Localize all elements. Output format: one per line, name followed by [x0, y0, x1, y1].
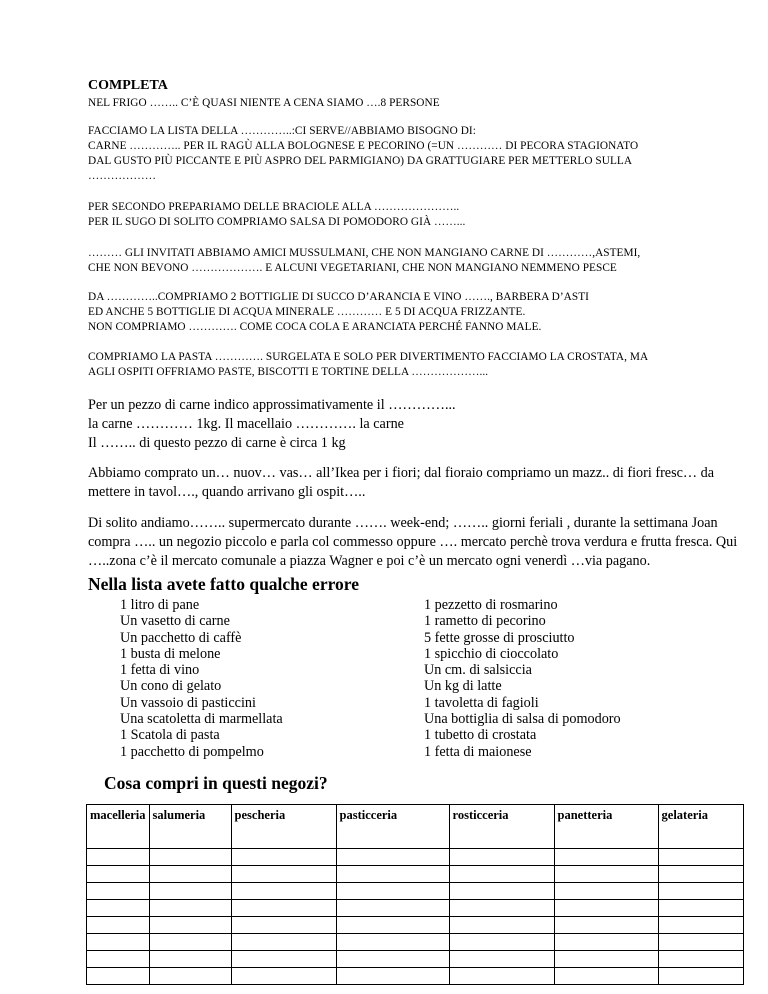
table-row: [87, 968, 744, 985]
exercise-block-4: [88, 246, 758, 276]
answer-cell[interactable]: [658, 866, 743, 883]
answer-cell[interactable]: [231, 968, 336, 985]
answer-cell[interactable]: [149, 900, 231, 917]
answer-cell[interactable]: [149, 917, 231, 934]
answer-cell[interactable]: [336, 917, 449, 934]
exercise-line: PER SECONDO PREPARIAMO DELLE BRACIOLE ALLA …………………..: [88, 201, 460, 213]
errors-heading: Nella lista avete fatto qualche errore: [88, 574, 360, 594]
shops-table: [86, 804, 744, 985]
list-item: 1 spicchio di cioccolato: [424, 645, 559, 662]
answer-cell[interactable]: [336, 968, 449, 985]
exercise-line: CHE NON BEVONO ………………. E ALCUNI VEGETARIANI, CHE NON MANGIANO NEMMENO PESCE: [88, 262, 617, 274]
answer-cell[interactable]: [554, 951, 658, 968]
answer-cell[interactable]: [449, 866, 554, 883]
answer-cell[interactable]: [149, 849, 231, 866]
paragraph-line: mettere in tavol…., quando arrivano gli ospit…..: [88, 484, 366, 500]
list-item: 1 tubetto di crostata: [424, 727, 537, 744]
exercise-block-3: [88, 200, 758, 230]
answer-cell[interactable]: [554, 849, 658, 866]
answer-cell[interactable]: [231, 934, 336, 951]
list-item: 1 fetta di vino: [120, 662, 200, 679]
list-item: 1 fetta di maionese: [424, 743, 532, 760]
answer-cell[interactable]: [87, 934, 150, 951]
list-item: Un vasetto di carne: [120, 613, 230, 630]
paragraph-line: Per un pezzo di carne indico approssimativamente il …………...: [88, 397, 456, 413]
answer-cell[interactable]: [658, 951, 743, 968]
table-row: [87, 900, 744, 917]
exercise-line: CARNE ………….. PER IL RAGÙ ALLA BOLOGNESE E PECORINO (=UN ………… DI PECORA STAGIONATO: [88, 140, 639, 152]
column-header: macelleria: [87, 805, 150, 849]
answer-cell[interactable]: [231, 917, 336, 934]
table-row: [87, 951, 744, 968]
exercise-block-2: [88, 124, 758, 184]
answer-cell[interactable]: [231, 866, 336, 883]
exercise-block-6: [88, 350, 758, 380]
list-item: Un kg di latte: [424, 678, 502, 695]
answer-cell[interactable]: [449, 934, 554, 951]
list-item: 1 busta di melone: [120, 645, 221, 662]
exercise-block-1: [88, 96, 758, 111]
paragraph-line: Di solito andiamo…….. supermercato durante ……. week-end; …….. giorni feriali , durante la settimana Joan: [88, 515, 718, 531]
answer-cell[interactable]: [449, 951, 554, 968]
list-item: Un pacchetto di caffè: [120, 629, 242, 646]
list-item: 1 litro di pane: [120, 597, 200, 613]
exercise-line: DA …………..COMPRIAMO 2 BOTTIGLIE DI SUCCO D’ARANCIA E VINO ……., BARBERA D’ASTI: [88, 291, 589, 303]
list-item: 1 Scatola di pasta: [120, 727, 220, 744]
market-paragraph: [88, 514, 758, 571]
paragraph-line: la carne ………… 1kg. Il macellaio …………. la carne: [88, 416, 404, 432]
exercise-line: ED ANCHE 5 BOTTIGLIE DI ACQUA MINERALE ………… E 5 DI ACQUA FRIZZANTE.: [88, 306, 526, 318]
answer-cell[interactable]: [658, 917, 743, 934]
shops-heading: Cosa compri in questi negozi?: [104, 773, 328, 793]
answer-cell[interactable]: [149, 866, 231, 883]
table-row: [87, 866, 744, 883]
answer-cell[interactable]: [231, 883, 336, 900]
answer-cell[interactable]: [231, 951, 336, 968]
exercise-line: DAL GUSTO PIÙ PICCANTE E PIÙ ASPRO DEL PARMIGIANO) DA GRATTUGIARE PER METTERLO SULLA: [88, 155, 633, 167]
answer-cell[interactable]: [87, 951, 150, 968]
shopping-list-left: [120, 597, 283, 760]
answer-cell[interactable]: [87, 968, 150, 985]
answer-cell[interactable]: [149, 934, 231, 951]
answer-cell[interactable]: [554, 866, 658, 883]
answer-cell[interactable]: [149, 883, 231, 900]
answer-cell[interactable]: [658, 934, 743, 951]
column-header: rosticceria: [449, 805, 554, 849]
answer-cell[interactable]: [658, 883, 743, 900]
column-header: panetteria: [554, 805, 658, 849]
list-item: 1 tavoletta di fagioli: [424, 694, 539, 711]
answer-cell[interactable]: [336, 934, 449, 951]
exercise-line: NON COMPRIAMO …………. COME COCA COLA E ARANCIATA PERCHÉ FANNO MALE.: [88, 321, 542, 333]
table-row: [87, 917, 744, 934]
paragraph-line: Il …….. di questo pezzo di carne è circa 1 kg: [88, 435, 346, 451]
answer-cell[interactable]: [336, 951, 449, 968]
table-header-row: [87, 805, 744, 849]
exercise-line: AGLI OSPITI OFFRIAMO PASTE, BISCOTTI E TORTINE DELLA ………………...: [88, 366, 489, 378]
answer-cell[interactable]: [336, 866, 449, 883]
list-item: 1 pacchetto di pompelmo: [120, 743, 264, 760]
exercise-line: ……… GLI INVITATI ABBIAMO AMICI MUSSULMANI, CHE NON MANGIANO CARNE DI …………,ASTEMI,: [88, 247, 641, 259]
answer-cell[interactable]: [231, 849, 336, 866]
answer-cell[interactable]: [336, 849, 449, 866]
answer-cell[interactable]: [149, 968, 231, 985]
column-header: gelateria: [658, 805, 743, 849]
exercise-line: COMPRIAMO LA PASTA …………. SURGELATA E SOLO PER DIVERTIMENTO FACCIAMO LA CROSTATA, MA: [88, 351, 649, 363]
answer-cell[interactable]: [658, 849, 743, 866]
answer-cell[interactable]: [87, 900, 150, 917]
answer-cell[interactable]: [449, 968, 554, 985]
list-item: 1 pezzetto di rosmarino: [424, 597, 558, 613]
exercise-line: PER IL SUGO DI SOLITO COMPRIAMO SALSA DI POMODORO GIÀ ……...: [88, 216, 466, 228]
shopping-list-right: [424, 597, 621, 760]
list-item: Una scatoletta di marmellata: [120, 711, 283, 728]
table-row: [87, 883, 744, 900]
exercise-block-5: [88, 290, 758, 335]
list-item: Una bottiglia di salsa di pomodoro: [424, 711, 621, 728]
answer-cell[interactable]: [554, 883, 658, 900]
list-item: 1 rametto di pecorino: [424, 613, 546, 630]
exercise-line: NEL FRIGO …….. C’È QUASI NIENTE A CENA SIAMO ….8 PERSONE: [88, 97, 440, 109]
answer-cell[interactable]: [449, 849, 554, 866]
paragraph-line: compra ….. un negozio piccolo e parla col commesso oppure …. mercato perchè trova verdura e frutta fresca. Qui: [88, 534, 738, 550]
answer-cell[interactable]: [554, 900, 658, 917]
list-item: 5 fette grosse di prosciutto: [424, 629, 575, 646]
answer-cell[interactable]: [87, 883, 150, 900]
list-item: Un cono di gelato: [120, 678, 222, 695]
exercise-line: FACCIAMO LA LISTA DELLA …………..:CI SERVE//ABBIAMO BISOGNO DI:: [88, 125, 476, 137]
flowers-paragraph: [88, 464, 758, 502]
column-header: pescheria: [231, 805, 336, 849]
column-header: salumeria: [149, 805, 231, 849]
paragraph-line: Abbiamo comprato un… nuov… vas… all’Ikea per i fiori; dal fioraio compriamo un mazz.. di fiori fresc… da: [88, 465, 715, 481]
answer-cell[interactable]: [87, 917, 150, 934]
meat-paragraph: [88, 396, 758, 453]
answer-cell[interactable]: [449, 900, 554, 917]
answer-cell[interactable]: [658, 900, 743, 917]
answer-cell[interactable]: [554, 917, 658, 934]
exercise-line: ………………: [88, 170, 157, 182]
answer-cell[interactable]: [87, 849, 150, 866]
page-title: COMPLETA: [88, 78, 168, 93]
table-row: [87, 849, 744, 866]
answer-cell[interactable]: [449, 883, 554, 900]
answer-cell[interactable]: [149, 951, 231, 968]
paragraph-line: …..zona c’è il mercato comunale a piazza Wagner e poi c’è un mercato ogni venerdì …via pagano.: [88, 553, 651, 569]
answer-cell[interactable]: [336, 900, 449, 917]
answer-cell[interactable]: [449, 917, 554, 934]
table-row: [87, 934, 744, 951]
list-item: Un cm. di salsiccia: [424, 662, 532, 679]
answer-cell[interactable]: [231, 900, 336, 917]
list-item: Un vassoio di pasticcini: [120, 694, 256, 711]
column-header: pasticceria: [336, 805, 449, 849]
answer-cell[interactable]: [87, 866, 150, 883]
answer-cell[interactable]: [658, 968, 743, 985]
answer-cell[interactable]: [554, 968, 658, 985]
answer-cell[interactable]: [336, 883, 449, 900]
answer-cell[interactable]: [554, 934, 658, 951]
